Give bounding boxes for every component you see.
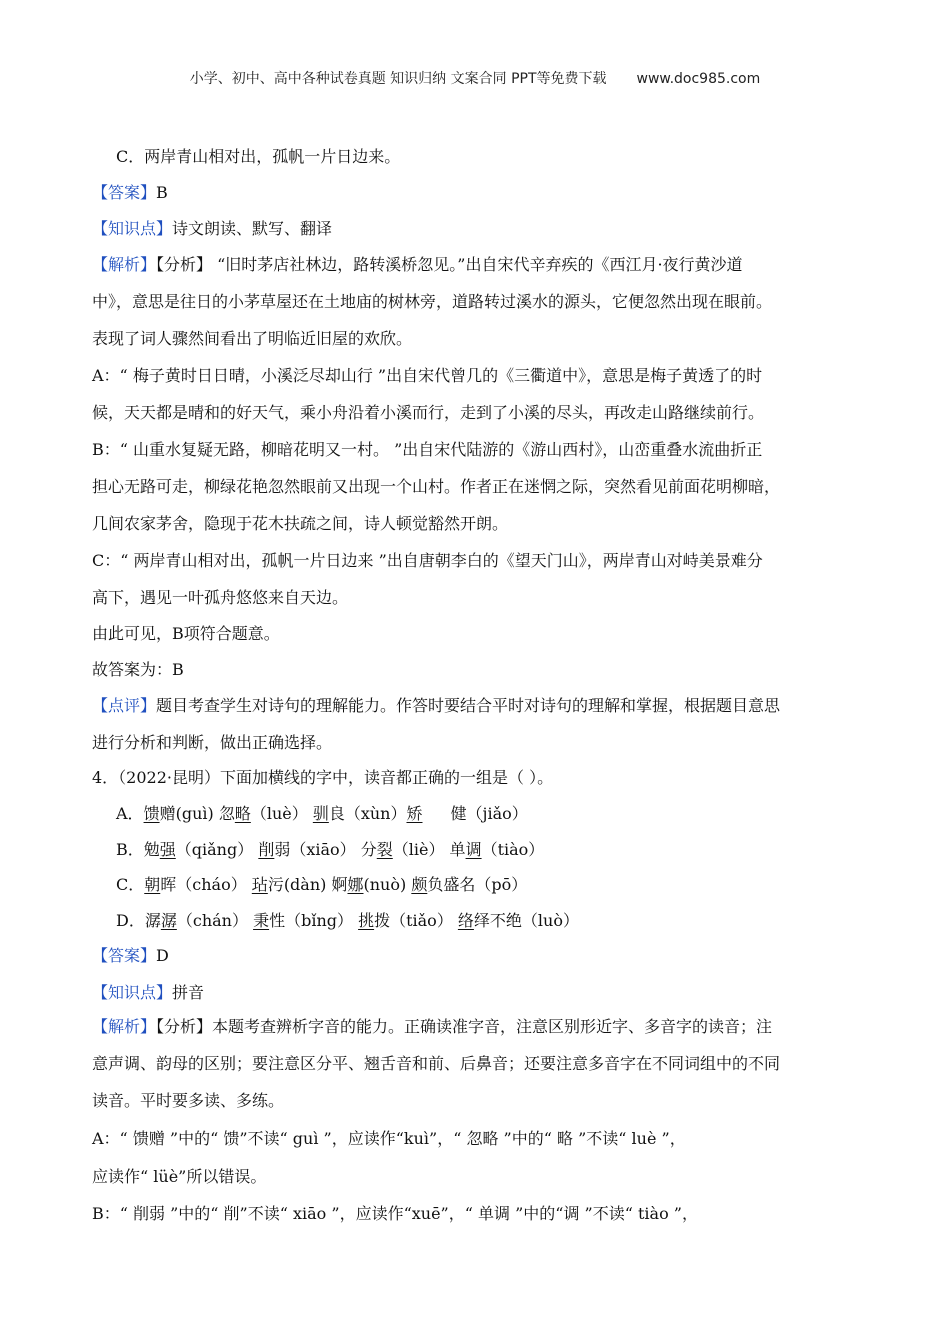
- option-text: （qiǎng）: [175, 840, 259, 859]
- option-text: 拨（tiǎo）: [374, 911, 458, 930]
- q3-analysis-line: A：“ 梅子黄时日日晴，小溪泛尽却山行 ”出自宋代曾几的《三衢道中》，意思是梅子黄透了的时: [92, 366, 763, 385]
- underlined-char: 裂: [376, 840, 393, 859]
- review-tag: 【点评】: [92, 696, 157, 715]
- underlined-char: 调: [465, 840, 482, 859]
- option-text: 赠(guì) 忽: [159, 804, 235, 823]
- q4-option-c: [116, 874, 527, 896]
- q4-analysis-line: 读音。平时要多读、多练。: [92, 1091, 285, 1110]
- option-text: 良（xùn）: [328, 804, 407, 823]
- option-text: （liè） 单: [392, 840, 466, 859]
- q4-analysis-line: B：“ 削弱 ”中的“ 削”不读“ xiāo ”，应读作“xuē”，“ 单调 ”中的“调 ”不读“ tiào ”，: [92, 1204, 698, 1223]
- q3-review-line: 进行分析和判断，做出正确选择。: [92, 733, 333, 752]
- option-text: （tiào）: [481, 840, 545, 859]
- option-text: （chán）: [176, 911, 254, 930]
- q3-analysis-line: 中》，意思是往日的小茅草屋还在土地庙的树林旁，道路转过溪水的源头，它便忽然出现在眼前。: [92, 292, 773, 311]
- underlined-char: 挑: [358, 911, 375, 930]
- q4-analysis-line: 意声调、韵母的区别；要注意区分平、翘舌音和前、后鼻音；还要注意多音字在不同词组中的不同: [92, 1054, 781, 1073]
- knowledge-tag: 【知识点】: [92, 219, 173, 238]
- option-text: (nuò): [363, 875, 412, 894]
- option-text: 晖（cháo）: [160, 875, 252, 894]
- underlined-char: 朝: [144, 875, 161, 894]
- q4-stem: 4．（2022·昆明）下面加横线的字中，读音都正确的一组是（ ）。: [92, 768, 554, 787]
- q3-conclusion: 由此可见，B项符合题意。: [92, 624, 280, 643]
- option-text: 性（bǐng）: [269, 911, 359, 930]
- q4-option-d: [116, 910, 579, 932]
- knowledge-value: 拼音: [172, 983, 205, 1002]
- option-text: 弱（xiāo） 分: [274, 840, 377, 859]
- answer-value: D: [156, 946, 169, 965]
- analysis-tag: 【解析】: [92, 1017, 157, 1036]
- q3-analysis-line: 几间农家茅舍，隐现于花木扶疏之间，诗人顿觉豁然开朗。: [92, 514, 509, 533]
- q3-analysis-line: C：“ 两岸青山相对出，孤帆一片日边来 ”出自唐朝李白的《望天门山》，两岸青山对峙美景难分: [92, 551, 763, 570]
- option-prefix: D．潺: [116, 911, 161, 930]
- q3-answer: [92, 182, 168, 204]
- q4-analysis-line: 应读作“ lüè”所以错误。: [92, 1167, 267, 1186]
- underlined-char: 颇: [411, 875, 428, 894]
- option-text: 健（jiǎo）: [450, 804, 528, 823]
- option-prefix: A．: [116, 804, 144, 823]
- answer-tag: 【答案】: [92, 946, 157, 965]
- header-site-link[interactable]: www.doc985.com: [636, 71, 761, 87]
- option-text: （luè）: [250, 804, 313, 823]
- option-prefix: B．勉: [116, 840, 160, 859]
- q3-knowledge-point: [92, 218, 332, 240]
- answer-value: B: [156, 183, 168, 202]
- underlined-char: 矫: [406, 804, 423, 823]
- q4-analysis-line: A：“ 馈赠 ”中的“ 馈”不读“ guì ”，应读作“kuì”，“ 忽略 ”中的“ 略 ”不读“ luè ”，: [92, 1129, 686, 1148]
- option-prefix: C．: [116, 875, 145, 894]
- q3-analysis-line: 表现了词人骤然间看出了明临近旧屋的欢欣。: [92, 329, 413, 348]
- underlined-char: 略: [234, 804, 251, 823]
- q3-analysis-line: B：“ 山重水复疑无路，柳暗花明又一村。 ”出自宋代陆游的《游山西村》，山峦重叠水流曲折正: [92, 440, 763, 459]
- q4-answer: [92, 945, 169, 967]
- knowledge-tag: 【知识点】: [92, 983, 173, 1002]
- q3-analysis-line: 高下，遇见一叶孤舟悠悠来自天边。: [92, 588, 349, 607]
- answer-tag: 【答案】: [92, 183, 157, 202]
- underlined-char: 娜: [347, 875, 364, 894]
- q3-final-answer: 故答案为：B: [92, 660, 184, 679]
- q4-analysis-line: [92, 1016, 772, 1038]
- q3-analysis-line: [92, 254, 743, 276]
- q3-analysis-line: 担心无路可走，柳绿花艳忽然眼前又出现一个山村。作者正在迷惘之际，突然看见前面花明柳暗，: [92, 477, 781, 496]
- underlined-char: 潺: [160, 911, 177, 930]
- option-text: 污(dàn) 婀: [267, 875, 348, 894]
- underlined-char: 秉: [253, 911, 270, 930]
- underlined-char: 馈: [143, 804, 160, 823]
- underlined-char: 络: [457, 911, 474, 930]
- q3-review-line: [92, 695, 780, 717]
- q4-knowledge-point: [92, 982, 204, 1004]
- underlined-char: 强: [159, 840, 176, 859]
- underlined-char: 削: [258, 840, 275, 859]
- option-text: 绎不绝（luò）: [473, 911, 579, 930]
- underlined-char: 玷: [251, 875, 268, 894]
- q3-option-c: C．两岸青山相对出，孤帆一片日边来。: [116, 147, 401, 166]
- page-header: [0, 68, 950, 88]
- q3-analysis-line: 候，天天都是晴和的好天气，乘小舟沿着小溪而行，走到了小溪的尽头，再改走山路继续前行。: [92, 403, 765, 422]
- review-text: 题目考查学生对诗句的理解能力。作答时要结合平时对诗句的理解和掌握，根据题目意思: [156, 696, 781, 715]
- q4-option-a: [116, 803, 528, 825]
- q4-option-b: [116, 839, 544, 861]
- analysis-text: 【分析】本题考查辨析字音的能力。正确读准字音，注意区别形近字、多音字的读音；注: [156, 1017, 773, 1036]
- analysis-text: 【分析】 “旧时茅店社林边，路转溪桥忽见。”出自宋代辛弃疾的《西江月·夜行黄沙道: [156, 255, 743, 274]
- option-text: 负盛名（pō）: [427, 875, 528, 894]
- underlined-char: 驯: [312, 804, 329, 823]
- header-text: 小学、初中、高中各种试卷真题 知识归纳 文案合同 PPT等免费下载: [189, 71, 607, 87]
- knowledge-value: 诗文朗读、默写、翻译: [172, 219, 333, 238]
- analysis-tag: 【解析】: [92, 255, 157, 274]
